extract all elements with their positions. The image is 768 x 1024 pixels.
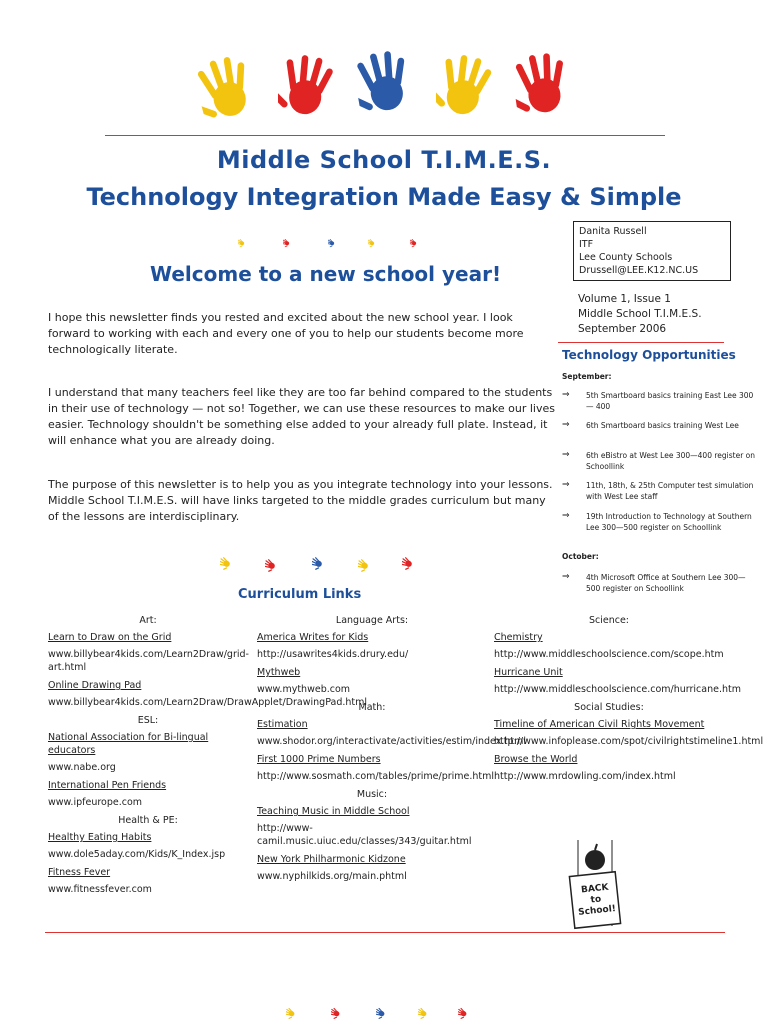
category-science: Science: — [588, 615, 630, 626]
event-item: ⇒ 19th Introduction to Technology at Southern Lee 300—500 register on Schoollink — [562, 511, 752, 532]
small-handprints — [238, 228, 438, 250]
contact-org: Lee County Schools — [579, 252, 673, 263]
arrow-icon: ⇒ — [562, 480, 570, 490]
link-url[interactable]: http://www.infoplease.com/spot/civilrightstimeline1.html — [494, 736, 764, 747]
event-item: ⇒ 6th eBistro at West Lee 300—400 register on Schoollink — [562, 450, 755, 471]
yellow-hand-icon — [198, 56, 256, 122]
red-hand-icon — [331, 996, 361, 1022]
link-title[interactable]: Healthy Eating Habits — [48, 832, 152, 843]
event-item: ⇒ 6th Smartboard basics training West Lee — [562, 420, 739, 430]
yellow-hand-icon — [238, 228, 264, 250]
curriculum-title: Curriculum Links — [238, 587, 362, 602]
arrow-icon: ⇒ — [562, 572, 570, 582]
month-label: October: — [562, 552, 599, 561]
red-hand-icon — [265, 547, 297, 575]
body-paragraph: I understand that many teachers feel like they are too far behind compared to the students in their use of technology — not so! Together, we can use these resources to make our lives easier. Technology shouldn't be something else added to your already full plate. Instead, it will enhance what you are already doing. — [48, 386, 555, 447]
blue-hand-icon — [356, 50, 414, 116]
link-title[interactable]: Online Drawing Pad — [48, 680, 142, 691]
link-title[interactable]: Browse the World — [494, 754, 578, 765]
link-url[interactable]: www.shodor.org/interactivate/activities/estim/index.html — [257, 736, 526, 747]
issue-date: September 2006 — [578, 323, 667, 335]
red-hand-icon — [410, 228, 436, 250]
link-title[interactable]: International Pen Friends — [48, 780, 167, 791]
small-handprints — [220, 545, 420, 575]
event-item: ⇒ 5th Smartboard basics training East Lee 300 — 400 — [562, 390, 754, 411]
footer-rule — [45, 932, 725, 933]
issue-volume: Volume 1, Issue 1 — [578, 293, 671, 305]
contact-box — [573, 221, 731, 281]
yellow-hand-icon — [220, 545, 252, 573]
opportunities-title: Technology Opportunities — [562, 348, 736, 362]
welcome-heading: Welcome to a new school year! — [150, 262, 502, 286]
link-title[interactable]: America Writes for Kids — [257, 632, 369, 643]
category-math: Math: — [358, 702, 386, 713]
event-item: ⇒ 4th Microsoft Office at Southern Lee 300—500 register on Schoollink — [562, 572, 746, 593]
newsletter-title: Middle School T.I.M.E.S. — [216, 146, 552, 174]
category-language-arts: Language Arts: — [335, 615, 409, 626]
red-hand-icon — [283, 228, 309, 250]
header-rule — [105, 135, 665, 136]
link-url[interactable]: http://www-camil.music.uiuc.edu/classes/343/guitar.html — [257, 823, 472, 847]
top-handprints — [188, 50, 580, 122]
link-title[interactable]: Chemistry — [494, 632, 543, 643]
yellow-hand-icon — [286, 996, 316, 1022]
link-title[interactable]: Mythweb — [257, 667, 301, 678]
link-url[interactable]: www.nabe.org — [48, 762, 116, 773]
link-title[interactable]: Estimation — [257, 719, 308, 730]
red-hand-icon — [402, 545, 434, 573]
back-to-school-text: BACK to School! — [577, 882, 617, 918]
contact-email: Drussell@LEE.K12.NC.US — [579, 265, 699, 276]
link-title[interactable]: Teaching Music in Middle School — [257, 806, 410, 817]
category-social-studies: Social Studies: — [574, 702, 644, 713]
yellow-hand-icon — [368, 228, 394, 250]
link-url[interactable]: http://www.middleschoolscience.com/scope.htm — [494, 649, 724, 660]
arrow-icon: ⇒ — [562, 390, 570, 400]
red-hand-icon — [458, 996, 488, 1022]
blue-hand-icon — [376, 996, 406, 1022]
curriculum-column-3 — [494, 614, 764, 788]
blue-hand-icon — [312, 545, 344, 573]
month-label: September: — [562, 372, 612, 381]
link-title[interactable]: Hurricane Unit — [494, 667, 563, 678]
link-title[interactable]: First 1000 Prime Numbers — [257, 754, 381, 765]
link-title[interactable]: New York Philharmonic Kidzone — [257, 854, 406, 865]
link-url[interactable]: www.fitnessfever.com — [48, 884, 152, 895]
blue-hand-icon — [328, 228, 354, 250]
arrow-icon: ⇒ — [562, 450, 570, 460]
link-title[interactable]: Timeline of American Civil Rights Movement — [494, 719, 705, 730]
issue-info — [578, 292, 702, 337]
yellow-hand-icon — [436, 54, 494, 120]
intro-paragraph: I hope this newsletter finds you rested and excited about the new school year. I look forward to working with each and every one of you to help our students become more technologically literate. — [48, 311, 524, 356]
link-url[interactable]: http://www.middleschoolscience.com/hurricane.htm — [494, 684, 741, 695]
red-hand-icon — [514, 52, 572, 118]
link-title[interactable]: Fitness Fever — [48, 867, 111, 878]
contact-role: ITF — [579, 239, 594, 250]
back-to-school-clipart — [568, 840, 622, 930]
link-title[interactable]: Learn to Draw on the Grid — [48, 632, 172, 643]
yellow-hand-icon — [418, 996, 448, 1022]
link-url[interactable]: http://www.sosmath.com/tables/prime/prime.html — [257, 771, 495, 782]
category-health: Health & PE: — [118, 815, 178, 826]
link-url[interactable]: http://usawrites4kids.drury.edu/ — [257, 649, 409, 660]
arrow-icon: ⇒ — [562, 420, 570, 430]
newsletter-subtitle: Technology Integration Made Easy & Simple — [86, 183, 682, 211]
category-art: Art: — [139, 615, 157, 626]
link-url[interactable]: www.mythweb.com — [257, 684, 351, 695]
link-url[interactable]: www.dole5aday.com/Kids/K_Index.jsp — [48, 849, 226, 860]
category-esl: ESL: — [137, 715, 159, 726]
yellow-hand-icon — [358, 547, 390, 575]
category-music: Music: — [356, 789, 388, 800]
red-hand-icon — [278, 54, 336, 120]
link-url[interactable]: www.billybear4kids.com/Learn2Draw/grid-art.html — [48, 649, 249, 673]
link-url[interactable]: www.billybear4kids.com/Learn2Draw/DrawApplet/DrawingPad.html — [48, 697, 368, 708]
sidebar-rule — [558, 342, 724, 343]
event-item: ⇒ 11th, 18th, & 25th Computer test simulation with West Lee staff — [562, 480, 754, 501]
link-url[interactable]: www.ipfeurope.com — [48, 797, 143, 808]
contact-name: Danita Russell — [579, 226, 647, 237]
link-url[interactable]: www.nyphilkids.org/main.phtml — [257, 871, 407, 882]
link-url[interactable]: http://www.mrdowling.com/index.html — [494, 771, 676, 782]
bottom-handprints — [286, 996, 496, 1024]
arrow-icon: ⇒ — [562, 511, 570, 521]
link-title[interactable]: National Association for Bi-lingual educators — [48, 732, 209, 756]
purpose-paragraph: The purpose of this newsletter is to help you as you integrate technology into your lessons. Middle School T.I.M.E.S. will have links targeted to the middle grades curriculum but many of the lessons are interdisciplinary. — [48, 478, 553, 523]
issue-name: Middle School T.I.M.E.S. — [578, 308, 702, 320]
